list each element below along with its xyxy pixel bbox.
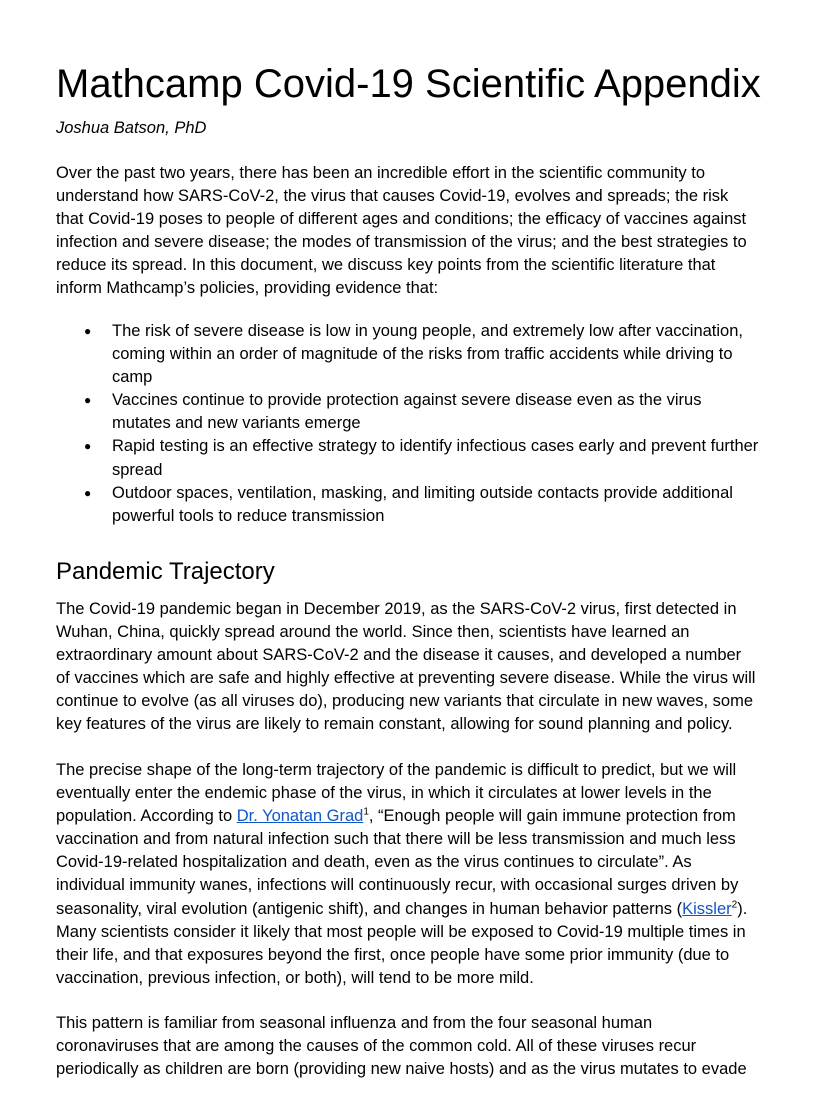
text-line: coming within an order of magnitude of the risks from traffic accidents while driving to [112, 345, 733, 364]
paragraph-trajectory [56, 759, 747, 990]
text-line: The Covid-19 pandemic began in December 2019, as the SARS-CoV-2 virus, first detected in [56, 600, 737, 618]
text-line: Rapid testing is an effective strategy to identify infectious cases early and prevent further [112, 437, 759, 456]
text-line: eventually enter the endemic phase of the virus, in which it circulates at lower levels in the [56, 784, 712, 803]
text-line: The precise shape of the long-term trajectory of the pandemic is difficult to predict, but we will [56, 761, 737, 779]
list-item [56, 482, 758, 528]
text-line: Outdoor spaces, ventilation, masking, and limiting outside contacts provide additional [112, 483, 733, 502]
section-heading: Pandemic Trajectory [56, 558, 275, 585]
bullet-icon: ● [84, 439, 92, 454]
text-line: infection and severe disease; the modes of transmission of the virus; and the best strategies to [56, 233, 747, 252]
text-line: spread [112, 460, 163, 479]
text-line: extraordinary amount about SARS-CoV-2 and the disease it causes, and developed a number [56, 646, 742, 665]
list-item [56, 320, 758, 389]
text-line [56, 898, 747, 921]
list-item [56, 435, 758, 481]
text-line: This pattern is familiar from seasonal influenza and from the four seasonal human [56, 1014, 653, 1032]
kissler-reference-link[interactable]: Kissler [682, 899, 732, 918]
text-run: population. According to [56, 807, 237, 826]
author-line: Joshua Batson, PhD [56, 119, 207, 137]
grad-reference-link[interactable]: Dr. Yonatan Grad [236, 807, 364, 826]
bullet-icon: ● [84, 324, 92, 338]
text-line: mutates and new variants emerge [112, 414, 361, 433]
document-title: Mathcamp Covid-19 Scientific Appendix [56, 62, 761, 106]
text-line: of vaccines which are safe and highly effective at preventing severe disease. While the virus will [56, 669, 756, 688]
key-points-list [56, 320, 758, 528]
text-line: Wuhan, China, quickly spread around the world. Since then, scientists have learned an [56, 623, 690, 642]
text-line: continue to evolve (as all viruses do), producing new variants that circulate in new waves, some [56, 692, 754, 711]
footnote-marker: 2 [731, 899, 738, 911]
text-run: , “Enough people will gain immune protection from [368, 807, 736, 826]
bullet-icon: ● [84, 485, 92, 500]
text-line: Covid-19-related hospitalization and death, even as the virus continues to circulate”. As [56, 853, 692, 872]
text-line: that Covid-19 poses to people of different ages and conditions; the efficacy of vaccines against [56, 210, 747, 229]
text-line [56, 805, 747, 828]
text-line: reduce its spread. In this document, we discuss key points from the scientific literature that [56, 256, 716, 275]
list-item [56, 389, 758, 435]
text-line: The risk of severe disease is low in young people, and extremely low after vaccination, [112, 322, 743, 340]
text-line: Vaccines continue to provide protection against severe disease even as the virus [112, 391, 702, 410]
text-run: seasonality, viral evolution (antigenic shift), and changes in human behavior patterns ( [56, 899, 683, 918]
text-line: coronaviruses that are among the causes of the common cold. All of these viruses recur [56, 1037, 697, 1056]
intro-paragraph [56, 162, 747, 301]
text-line: vaccination and from natural infection such that there will be less transmission and much less [56, 830, 736, 849]
text-line: their life, and that exposures beyond the first, once people have some prior immunity (due to [56, 945, 730, 964]
bullet-icon: ● [84, 393, 92, 408]
text-line: understand how SARS-CoV-2, the virus that causes Covid-19, evolves and spreads; the risk [56, 187, 729, 206]
text-line: Over the past two years, there has been an incredible effort in the scientific community to [56, 164, 706, 182]
text-line: powerful tools to reduce transmission [112, 506, 385, 525]
text-line: individual immunity wanes, infections will continuously recur, with occasional surges driven by [56, 876, 739, 895]
text-line: vaccination, previous infection, or both), will tend to be more mild. [56, 968, 534, 987]
text-run: ). [737, 899, 748, 918]
text-line: periodically as children are born (providing new naive hosts) and as the virus mutates to evade [56, 1060, 747, 1079]
text-line: camp [112, 368, 153, 387]
text-line: Many scientists consider it likely that most people will be exposed to Covid-19 multiple times in [56, 922, 746, 941]
paragraph-pandemic-origin [56, 598, 755, 737]
text-line: inform Mathcamp’s policies, providing evidence that: [56, 279, 439, 298]
footnote-marker: 1 [363, 806, 369, 818]
text-line: key features of the virus are likely to remain constant, allowing for sound planning and policy. [56, 715, 733, 734]
paragraph-seasonal-pattern [56, 1012, 747, 1081]
